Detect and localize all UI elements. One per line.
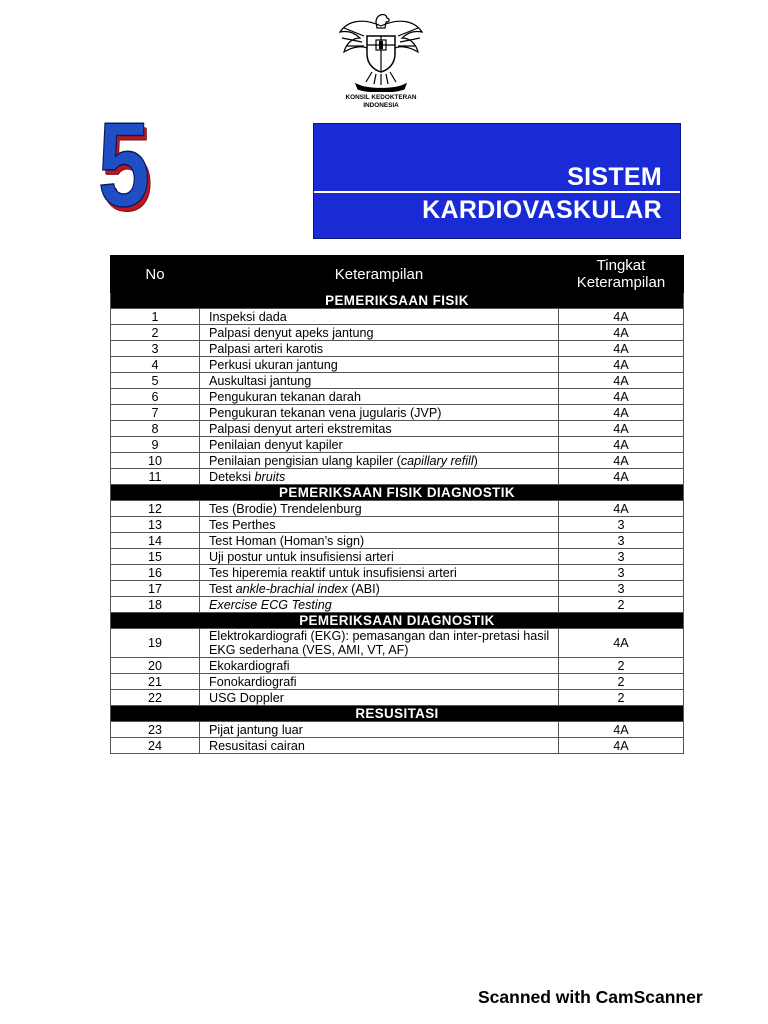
chapter-title-line-2: KARDIOVASKULAR [422,196,662,224]
table-row [111,629,684,658]
skill-level: 3 [559,517,684,533]
table-row [111,453,684,469]
skill-level: 4A [559,501,684,517]
row-number: 24 [111,738,200,754]
table-row [111,565,684,581]
table-row [111,325,684,341]
table-header-row [111,256,684,293]
table-row [111,469,684,485]
row-number: 16 [111,565,200,581]
skill-name-part: Deteksi [209,469,255,484]
header-level [559,256,684,293]
table-row [111,405,684,421]
row-number: 19 [111,629,200,658]
skill-level: 2 [559,674,684,690]
row-number: 7 [111,405,200,421]
skill-level: 4A [559,309,684,325]
table-row [111,357,684,373]
section-title: RESUSITASI [111,706,684,722]
skill-name: Fonokardiografi [200,674,559,690]
organization-name [318,94,444,109]
table-row [111,549,684,565]
skill-level: 4A [559,373,684,389]
skill-level: 4A [559,357,684,373]
header-level-line-2: Keterampilan [576,274,666,291]
table-row [111,341,684,357]
section-header-row [111,613,684,629]
table-row [111,437,684,453]
header-no: No [111,256,200,293]
skill-level: 4A [559,325,684,341]
skill-level: 3 [559,533,684,549]
row-number: 5 [111,373,200,389]
section-title: PEMERIKSAAN FISIK [111,293,684,309]
skill-level: 4A [559,421,684,437]
skill-level: 2 [559,658,684,674]
skill-name [200,581,559,597]
skill-name: USG Doppler [200,690,559,706]
skill-name: Palpasi arteri karotis [200,341,559,357]
table-row [111,597,684,613]
skill-name: Auskultasi jantung [200,373,559,389]
chapter-number: 5 [98,98,151,232]
skill-name-italic: bruits [254,469,286,484]
header-skill: Keterampilan [200,256,559,293]
table-row [111,581,684,597]
skill-name: Tes (Brodie) Trendelenburg [200,501,559,517]
scanner-watermark: Scanned with CamScanner [478,987,703,1007]
chapter-title-box [313,123,681,239]
row-number: 14 [111,533,200,549]
skill-name: Tes hiperemia reaktif untuk insufisiensi arteri [200,565,559,581]
table-row [111,389,684,405]
skill-level: 4A [559,389,684,405]
title-divider [314,191,680,193]
skill-name: Pijat jantung luar [200,722,559,738]
row-number: 18 [111,597,200,613]
section-title: PEMERIKSAAN DIAGNOSTIK [111,613,684,629]
chapter-title-line-1: SISTEM [567,163,662,191]
skill-name-part: (ABI) [347,581,380,596]
row-number: 11 [111,469,200,485]
skill-name: Elektrokardiografi (EKG): pemasangan dan inter-pretasi hasil EKG sederhana (VES, AMI, VT, AF) [200,629,559,658]
skill-name: Penilaian denyut kapiler [200,437,559,453]
skill-name: Pengukuran tekanan darah [200,389,559,405]
skill-level: 4A [559,629,684,658]
org-line-1: KONSIL KEDOKTERAN [345,94,417,101]
skill-name [200,597,559,613]
table-row [111,690,684,706]
skill-level: 4A [559,469,684,485]
skill-name-italic: capillary refill [400,453,474,468]
skill-name-italic: Exercise ECG Testing [209,597,332,612]
skill-name: Inspeksi dada [200,309,559,325]
skill-level: 4A [559,722,684,738]
row-number: 9 [111,437,200,453]
skill-level: 2 [559,597,684,613]
skills-table [110,255,684,754]
org-line-2: INDONESIA [363,101,399,109]
section-header-row [111,293,684,309]
table-row [111,658,684,674]
skill-name-italic: ankle-brachial index [235,581,348,596]
section-title: PEMERIKSAAN FISIK DIAGNOSTIK [111,485,684,501]
row-number: 4 [111,357,200,373]
skill-name: Uji postur untuk insufisiensi arteri [200,549,559,565]
section-header-row [111,706,684,722]
row-number: 13 [111,517,200,533]
table-row [111,738,684,754]
row-number: 12 [111,501,200,517]
row-number: 3 [111,341,200,357]
garuda-emblem-icon [334,8,428,92]
skill-level: 4A [559,738,684,754]
row-number: 15 [111,549,200,565]
skill-name: Test Homan (Homan’s sign) [200,533,559,549]
skill-name: Ekokardiografi [200,658,559,674]
row-number: 10 [111,453,200,469]
table-row [111,421,684,437]
table-row [111,517,684,533]
section-header-row [111,485,684,501]
skill-name: Pengukuran tekanan vena jugularis (JVP) [200,405,559,421]
skill-name-part: ) [473,453,478,468]
table-row [111,501,684,517]
row-number: 2 [111,325,200,341]
skill-name: Palpasi denyut apeks jantung [200,325,559,341]
skill-name [200,453,559,469]
row-number: 8 [111,421,200,437]
skill-name: Tes Perthes [200,517,559,533]
table-row [111,674,684,690]
skills-table-body [111,293,684,754]
skill-name-part: Penilaian pengisian ulang kapiler ( [209,453,401,468]
table-row [111,722,684,738]
table-row [111,373,684,389]
header-level-line-1: Tingkat [596,257,646,274]
table-row [111,309,684,325]
skill-level: 2 [559,690,684,706]
skill-name: Perkusi ukuran jantung [200,357,559,373]
row-number: 1 [111,309,200,325]
skill-level: 4A [559,341,684,357]
table-row [111,533,684,549]
skill-level: 4A [559,437,684,453]
skill-name: Resusitasi cairan [200,738,559,754]
skill-name [200,469,559,485]
skill-level: 3 [559,581,684,597]
skill-name: Palpasi denyut arteri ekstremitas [200,421,559,437]
row-number: 23 [111,722,200,738]
skill-level: 4A [559,405,684,421]
skill-level: 3 [559,565,684,581]
row-number: 17 [111,581,200,597]
row-number: 22 [111,690,200,706]
skill-name-part: Test [209,581,236,596]
row-number: 21 [111,674,200,690]
skill-level: 4A [559,453,684,469]
skill-level: 3 [559,549,684,565]
row-number: 6 [111,389,200,405]
row-number: 20 [111,658,200,674]
